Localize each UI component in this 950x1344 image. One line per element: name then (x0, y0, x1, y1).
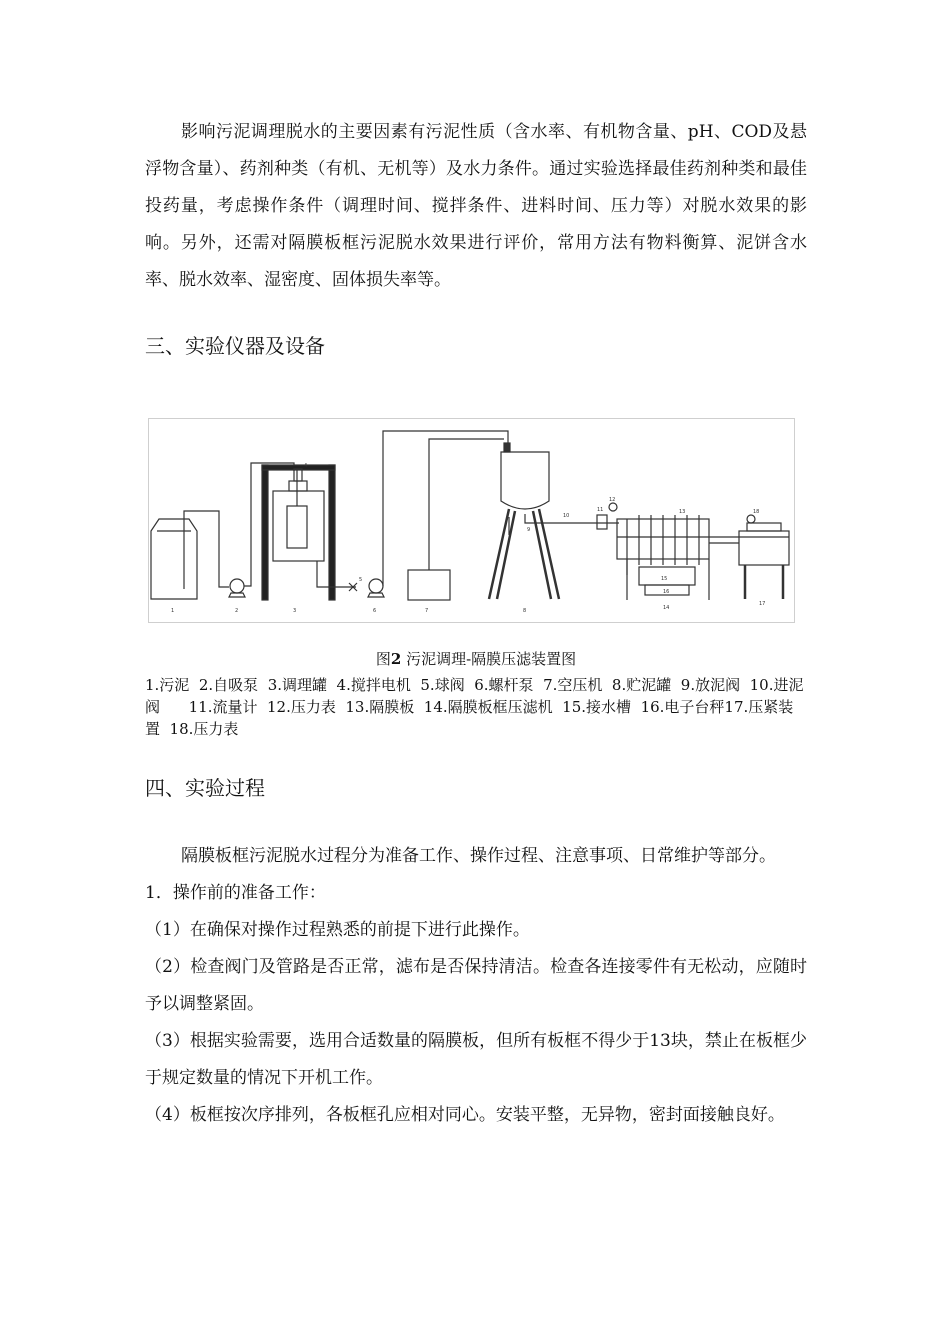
label-3: 3 (293, 608, 297, 614)
section4-title: 四、实验过程 (145, 776, 265, 800)
label-5: 5 (359, 577, 363, 583)
step-item-2: （2）检查阀门及管路是否正常，滤布是否保持清洁。检查各连接零件有无松动，应随时予以调整紧固。 (145, 957, 807, 1014)
pipe-7-8 (429, 439, 504, 570)
flowmeter (597, 515, 607, 529)
stirrer-motor (294, 469, 302, 481)
caption-number: 2 (390, 650, 402, 668)
label-6: 6 (373, 608, 377, 614)
label-15: 15 (661, 576, 668, 582)
figure-legend: 1.污泥 2.自吸泵 3.调理罐 4.搅拌电机 5.球阀 6.螺杆泵 7.空压机 8.贮泥罐 9.放泥阀 10.进泥阀 11.流量计 12.压力表 13.隔膜板 14.隔膜板框压滤机 15.接水槽 16.电子台秤17.压紧装置 18.压力表 (145, 676, 804, 738)
air-compressor (408, 570, 450, 600)
intro-paragraph: 影响污泥调理脱水的主要因素有污泥性质（含水率、有机物含量、pH、COD及悬浮物含量）、药剂种类（有机、无机等）及水力条件。通过实验选择最佳药剂种类和最佳投药量，考虑操作条件（调理时间、搅拌条件、进料时间、压力等）对脱水效果的影响。另外，还需对隔膜板框污泥脱水效果进行评价，常用方法有物料衡算、泥饼含水率、脱水效率、湿密度、固体损失率等。 (145, 122, 807, 290)
screw-pump (369, 579, 383, 593)
label-1: 1 (171, 608, 175, 614)
conditioning-tank (273, 491, 324, 561)
label-9: 9 (527, 527, 531, 533)
label-2: 2 (235, 608, 239, 614)
section4-intro: 隔膜板框污泥脱水过程分为准备工作、操作过程、注意事项、日常维护等部分。 (181, 846, 776, 866)
conditioning-frame-right (329, 465, 335, 600)
text-block-top (145, 114, 807, 299)
figure-caption (145, 648, 807, 669)
pressure-gauge-12 (609, 503, 617, 511)
pipe-3-6 (317, 561, 356, 587)
label-14: 14 (663, 605, 670, 611)
section3-title: 三、实验仪器及设备 (145, 334, 325, 358)
step1-title: 1．操作前的准备工作： (145, 883, 326, 903)
label-7: 7 (425, 608, 429, 614)
pressure-gauge-18 (747, 515, 755, 523)
storage-tank (501, 452, 549, 509)
step-item-1: （1）在确保对操作过程熟悉的前提下进行此操作。 (145, 920, 530, 940)
label-10: 10 (563, 513, 570, 519)
caption-prefix: 图 (375, 650, 391, 668)
label-18: 18 (753, 509, 760, 515)
label-17: 17 (759, 601, 766, 607)
label-12: 12 (609, 497, 616, 503)
compression-device (739, 531, 789, 565)
step-item-3: （3）根据实验需要，选用合适数量的隔膜板，但所有板框不得少于13块，禁止在板框少于规定数量的情况下开机工作。 (145, 1031, 807, 1088)
self-priming-pump (230, 579, 244, 593)
apparatus-diagram (148, 418, 795, 623)
conditioning-frame-left (262, 465, 268, 600)
label-11: 11 (597, 507, 604, 513)
label-16: 16 (663, 589, 670, 595)
step-item-4: （4）板框按次序排列，各板框孔应相对同心。安装平整，无异物，密封面接触良好。 (145, 1105, 785, 1125)
label-8: 8 (523, 608, 527, 614)
pipe-6-8 (383, 431, 508, 586)
apparatus-svg (149, 419, 794, 622)
membrane-plates (639, 515, 699, 565)
text-block-bottom (145, 838, 807, 1134)
label-4: 4 (304, 463, 308, 469)
label-13: 13 (679, 509, 686, 515)
caption-text: 污泥调理-隔膜压滤装置图 (406, 650, 577, 668)
